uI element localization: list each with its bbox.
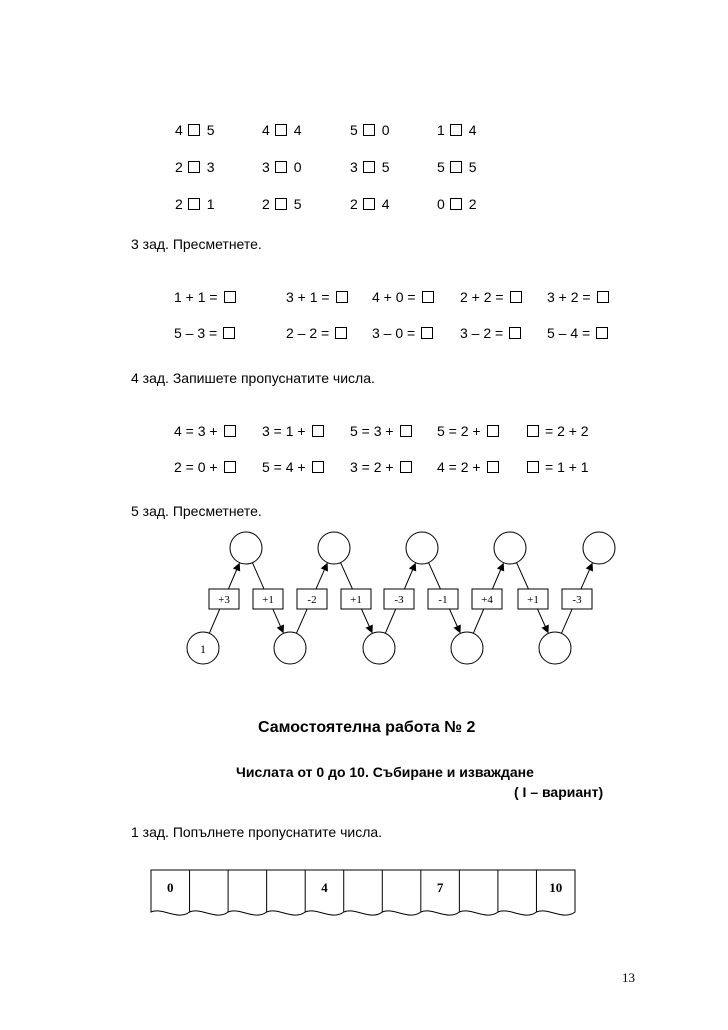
- cell-number: 0: [167, 880, 174, 895]
- comparison-item: [350, 159, 390, 175]
- left-number: 0: [437, 196, 445, 212]
- left-number: 2: [350, 196, 358, 212]
- answer-circle[interactable]: [451, 632, 483, 664]
- task3-heading: 3 зад. Пресметнете.: [131, 236, 262, 252]
- task5-heading: 5 зад. Пресметнете.: [131, 503, 262, 519]
- comparison-item: [437, 159, 477, 175]
- equation-text: 3 + 1 =: [286, 289, 330, 305]
- cell-number: 4: [321, 880, 328, 895]
- zigzag-diagram: [0, 520, 728, 680]
- section-title: Самостоятелна работа № 2: [258, 719, 476, 736]
- equation: [286, 289, 348, 305]
- empty-cell[interactable]: [345, 871, 382, 911]
- answer-circle[interactable]: [539, 632, 571, 664]
- equation-text: 3 + 2 =: [547, 289, 591, 305]
- operation-box: [209, 589, 239, 609]
- left-number: 3: [350, 159, 358, 175]
- answer-box[interactable]: [527, 425, 539, 437]
- equation-text: 5 – 3 =: [174, 325, 218, 341]
- comparison-item: [437, 196, 477, 212]
- operation-label: -1: [438, 594, 448, 606]
- answer-box[interactable]: [421, 327, 433, 339]
- operation-box: [384, 589, 414, 609]
- equation: [350, 459, 412, 475]
- comparison-item: [437, 122, 477, 138]
- right-number: 0: [381, 122, 390, 138]
- number-strip: [150, 868, 576, 924]
- comparison-item: [262, 122, 302, 138]
- operation-box: [428, 589, 458, 609]
- answer-box[interactable]: [510, 291, 522, 303]
- right-number: 0: [293, 159, 302, 175]
- answer-circle[interactable]: [230, 532, 262, 564]
- answer-box[interactable]: [188, 198, 200, 210]
- section-subtitle: Числата от 0 до 10. Събиране и изваждане: [236, 764, 534, 780]
- equation-text: = 2 + 2: [545, 423, 589, 439]
- answer-box[interactable]: [275, 124, 287, 136]
- operation-label: +3: [218, 594, 230, 606]
- left-number: 5: [437, 159, 445, 175]
- variant-label: ( I – вариант): [514, 784, 604, 800]
- equation: [460, 325, 521, 341]
- equation: [527, 423, 589, 439]
- empty-cell[interactable]: [191, 871, 228, 911]
- left-number: 2: [262, 196, 270, 212]
- operation-label: -3: [572, 594, 582, 606]
- equation-text: 5 = 4 +: [262, 459, 306, 475]
- equation: [372, 325, 433, 341]
- equation-text: 5 = 2 +: [437, 423, 481, 439]
- answer-box[interactable]: [188, 161, 200, 173]
- empty-cell[interactable]: [383, 871, 420, 911]
- equation-text: 3 – 0 =: [372, 325, 416, 341]
- equation-text: 2 = 0 +: [174, 459, 218, 475]
- empty-cell[interactable]: [499, 871, 536, 911]
- right-number: 2: [468, 196, 477, 212]
- answer-box[interactable]: [487, 425, 499, 437]
- answer-box[interactable]: [527, 461, 539, 473]
- equation: [350, 423, 412, 439]
- equation: [547, 325, 608, 341]
- operation-label: +1: [527, 594, 539, 606]
- answer-box[interactable]: [224, 291, 236, 303]
- equation-text: 2 – 2 =: [286, 325, 330, 341]
- answer-box[interactable]: [335, 327, 347, 339]
- left-number: 4: [262, 122, 270, 138]
- equation-text: = 1 + 1: [545, 459, 589, 475]
- comparison-item: [175, 196, 215, 212]
- equation: [174, 289, 236, 305]
- answer-box[interactable]: [509, 327, 521, 339]
- answer-box[interactable]: [223, 327, 235, 339]
- answer-box[interactable]: [596, 327, 608, 339]
- answer-box[interactable]: [450, 161, 462, 173]
- answer-circle[interactable]: [363, 632, 395, 664]
- operation-box: [341, 589, 371, 609]
- answer-box[interactable]: [275, 161, 287, 173]
- answer-box[interactable]: [487, 461, 499, 473]
- equation: [262, 423, 324, 439]
- answer-box[interactable]: [597, 291, 609, 303]
- empty-cell[interactable]: [460, 871, 497, 911]
- equation-text: 3 = 2 +: [350, 459, 394, 475]
- equation-text: 3 = 1 +: [262, 423, 306, 439]
- cell-number: 10: [549, 880, 563, 895]
- answer-box[interactable]: [363, 161, 375, 173]
- operation-box: [297, 589, 327, 609]
- answer-circle[interactable]: [274, 632, 306, 664]
- empty-cell[interactable]: [268, 871, 305, 911]
- answer-box[interactable]: [312, 461, 324, 473]
- right-number: 5: [468, 159, 477, 175]
- comparison-item: [262, 159, 302, 175]
- right-number: 4: [381, 196, 390, 212]
- operation-label: +1: [262, 594, 274, 606]
- equation-text: 2 + 2 =: [460, 289, 504, 305]
- answer-box[interactable]: [312, 425, 324, 437]
- answer-circle[interactable]: [494, 532, 526, 564]
- equation-text: 1 + 1 =: [174, 289, 218, 305]
- task4-heading: 4 зад. Запишете пропуснатите числа.: [131, 370, 375, 386]
- answer-box[interactable]: [363, 124, 375, 136]
- equation-text: 4 = 2 +: [437, 459, 481, 475]
- comparison-item: [262, 196, 302, 212]
- operation-box: [253, 589, 283, 609]
- answer-box[interactable]: [400, 425, 412, 437]
- comparison-item: [350, 122, 390, 138]
- task1-heading: 1 зад. Попълнете пропуснатите числа.: [131, 824, 383, 840]
- operation-label: -3: [394, 594, 404, 606]
- answer-box[interactable]: [336, 291, 348, 303]
- equation-text: 5 – 4 =: [547, 325, 591, 341]
- comparison-item: [175, 159, 215, 175]
- right-number: 5: [206, 122, 215, 138]
- cell-number: 7: [436, 880, 444, 895]
- equation: [372, 289, 434, 305]
- operation-box: [518, 589, 548, 609]
- comparison-item: [350, 196, 390, 212]
- answer-box[interactable]: [188, 124, 200, 136]
- left-number: 4: [175, 122, 183, 138]
- operation-label: +1: [350, 594, 362, 606]
- right-number: 4: [468, 122, 477, 138]
- answer-box[interactable]: [224, 461, 236, 473]
- answer-box[interactable]: [450, 124, 462, 136]
- left-number: 5: [350, 122, 358, 138]
- comparison-item: [175, 122, 215, 138]
- equation: [437, 459, 499, 475]
- answer-box[interactable]: [363, 198, 375, 210]
- answer-box[interactable]: [400, 461, 412, 473]
- equation-text: 4 = 3 +: [174, 423, 218, 439]
- answer-circle[interactable]: [583, 532, 615, 564]
- right-number: 5: [381, 159, 390, 175]
- equation: [174, 423, 236, 439]
- right-number: 3: [206, 159, 215, 175]
- operation-box: [472, 589, 502, 609]
- answer-box[interactable]: [224, 425, 236, 437]
- left-number: 3: [262, 159, 270, 175]
- left-number: 1: [437, 122, 445, 138]
- operation-box: [562, 589, 592, 609]
- equation: [174, 325, 235, 341]
- answer-circle[interactable]: [406, 532, 438, 564]
- equation: [174, 459, 236, 475]
- start-value: 1: [200, 642, 206, 656]
- right-number: 5: [293, 196, 302, 212]
- equation: [437, 423, 499, 439]
- equation: [527, 459, 589, 475]
- equation-text: 5 = 3 +: [350, 423, 394, 439]
- empty-cell[interactable]: [229, 871, 266, 911]
- answer-box[interactable]: [422, 291, 434, 303]
- answer-box[interactable]: [450, 198, 462, 210]
- equation: [262, 459, 324, 475]
- equation: [547, 289, 609, 305]
- answer-circle[interactable]: [318, 532, 350, 564]
- equation-text: 4 + 0 =: [372, 289, 416, 305]
- right-number: 1: [206, 196, 215, 212]
- equation-text: 3 – 2 =: [460, 325, 504, 341]
- answer-box[interactable]: [275, 198, 287, 210]
- left-number: 2: [175, 159, 183, 175]
- left-number: 2: [175, 196, 183, 212]
- equation: [460, 289, 522, 305]
- right-number: 4: [293, 122, 302, 138]
- equation: [286, 325, 347, 341]
- page-number: 13: [622, 970, 635, 985]
- operation-label: -2: [307, 594, 317, 606]
- operation-label: +4: [481, 594, 493, 606]
